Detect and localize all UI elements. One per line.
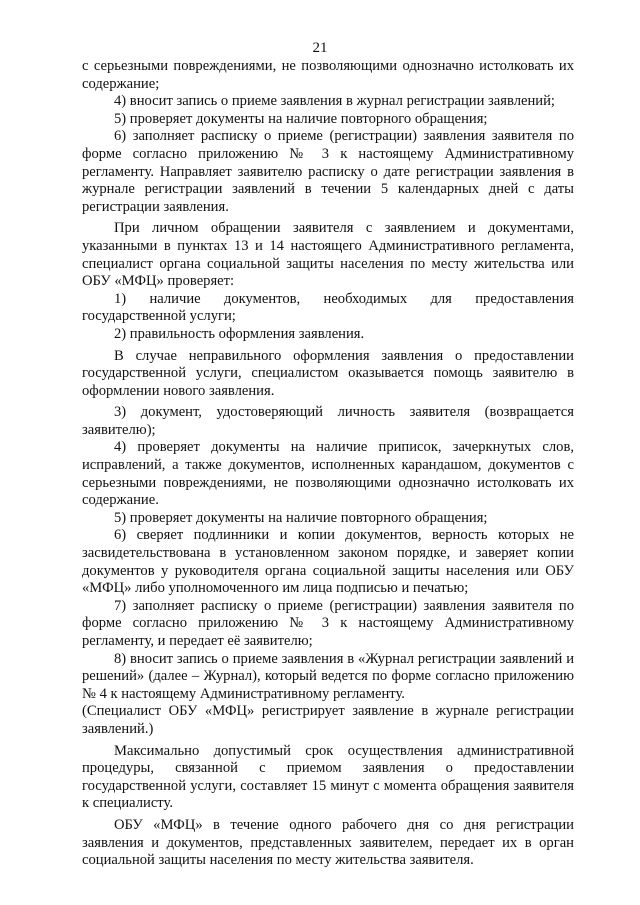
paragraph-incorrect-application: В случае неправильного оформления заявления о предоставлении государственной услуги, специалистом оказывается помощь заявителю в оформлении нового заявления. [82, 347, 574, 399]
paragraph-item-6-receipt: 6) заполняет расписку о приеме (регистрации) заявления заявителя по форме согласно приложению № 3 к настоящему Административному регламенту. Направляет заявителю расписку о дате регистрации заявления в журнале регистрации заявлений в течении 5 календарных дней с даты регистрации заявления. [82, 128, 574, 215]
paragraph-item-4-corrections-check: 4) проверяет документы на наличие приписок, зачеркнутых слов, исправлений, а также документов, исполненных карандашом, документов с серьезными повреждениями, не позволяющими однозначно истолковать их содержание. [82, 439, 574, 509]
paragraph-item-7-receipt: 7) заполняет расписку о приеме (регистрации) заявления заявителя по форме согласно приложению № 3 к настоящему Административному регламенту, и передает её заявителю; [82, 597, 574, 649]
paragraph-item-1-documents: 1) наличие документов, необходимых для предоставления государственной услуги; [82, 290, 574, 325]
paragraph-personal-application: При личном обращении заявителя с заявлением и документами, указанными в пунктах 13 и 14 настоящего Административного регламента, специалист органа социальной защиты населения по месту жительства или ОБУ «МФЦ» проверяет: [82, 220, 574, 290]
paragraph-item-5-repeat-check-2: 5) проверяет документы на наличие повторного обращения; [114, 509, 488, 526]
paragraph-mfc-registration-note: (Специалист ОБУ «МФЦ» регистрирует заявление в журнале регистрации заявлений.) [82, 703, 574, 737]
paragraph-max-duration: Максимально допустимый срок осуществления административной процедуры, связанной с приемом заявления о предоставлении государственной услуги, составляет 15 минут с момента обращения заявителя к специалисту. [82, 742, 574, 812]
paragraph-continuation: с серьезными повреждениями, не позволяющими однозначно истолковать их содержание; [82, 58, 574, 92]
paragraph-item-8-journal: 8) вносит запись о приеме заявления в «Журнал регистрации заявлений и решений» (далее – Журнал), который ведется по форме согласно приложению № 4 к настоящему Административному регламенту. [82, 650, 574, 702]
paragraph-item-4-journal-entry: 4) вносит запись о приеме заявления в журнал регистрации заявлений; [114, 93, 555, 110]
paragraph-item-6-verify-copies: 6) сверяет подлинники и копии документов, верность которых не засвидетельствована в установленном законом порядке, и заверяет копии документов у руководителя органа социальной защиты населения или ОБУ «МФЦ» либо уполномоченного им лица подписью и печатью; [82, 527, 574, 597]
paragraph-item-2-correctness: 2) правильность оформления заявления. [114, 325, 365, 342]
paragraph-item-3-identity: 3) документ, удостоверяющий личность заявителя (возвращается заявителю); [82, 404, 574, 438]
document-body [82, 58, 574, 870]
paragraph-item-5-repeat-check: 5) проверяет документы на наличие повторного обращения; [114, 110, 488, 127]
paragraph-mfc-transfer: ОБУ «МФЦ» в течение одного рабочего дня со дня регистрации заявления и документов, представленных заявителем, передает их в орган социальной защиты населения по месту жительства заявителя. [82, 816, 574, 869]
page-number: 21 [312, 40, 328, 56]
